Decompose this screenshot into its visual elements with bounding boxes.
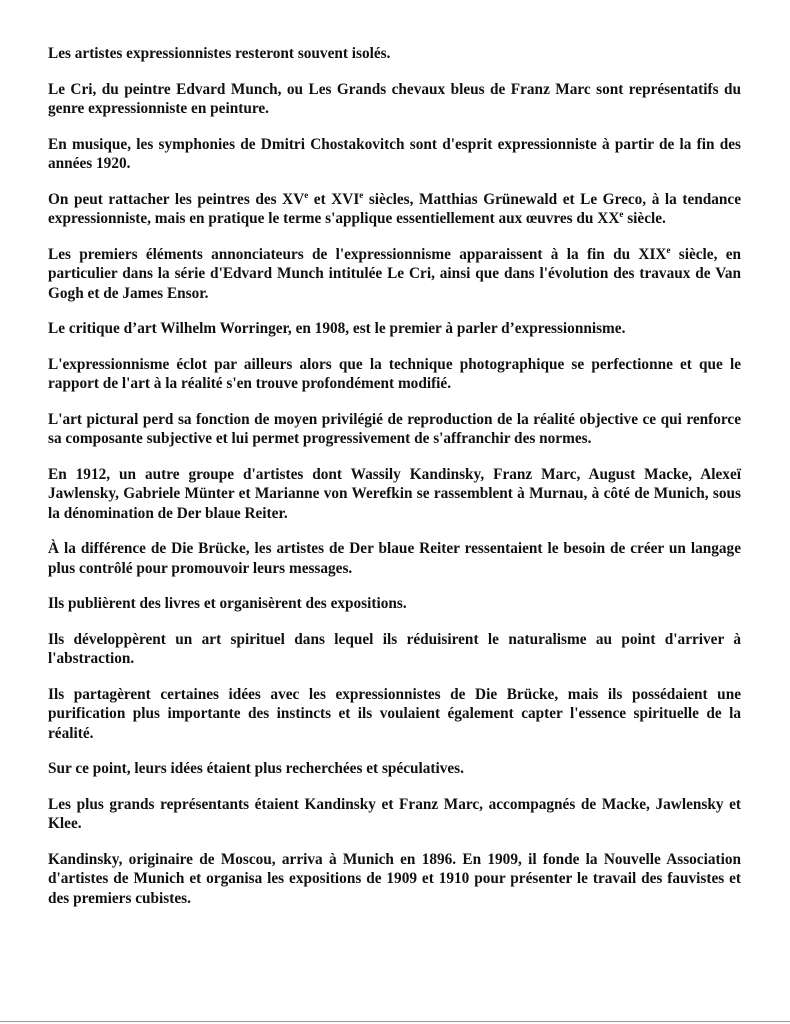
document-body [48, 44, 741, 924]
paragraph-text: siècle. [623, 210, 666, 227]
paragraph-speculative: Sur ce point, leurs idées étaient plus recherchées et spéculatives. [48, 760, 464, 777]
paragraph-music: En musique, les symphonies de Dmitri Chostakovitch sont d'esprit expressionniste à partir de la fin des années 1920. [48, 135, 741, 172]
paragraph-text: siècles, Matthias Grünewald et Le Greco, à la tendance expressionniste, mais en pratique le terme s'applique essentiellement aux œuvres du XX [48, 190, 741, 227]
paragraph-books-exhibitions: Ils publièrent des livres et organisèrent des expositions. [48, 595, 407, 612]
paragraph-isolated-artists: Les artistes expressionnistes resteront souvent isolés. [48, 45, 391, 62]
superscript: e [304, 189, 309, 200]
paragraph-worringer: Le critique d’art Wilhelm Worringer, en 1908, est le premier à parler d’expressionnisme. [48, 320, 626, 337]
paragraph-der-blaue-reiter-1912: En 1912, un autre groupe d'artistes dont Wassily Kandinsky, Franz Marc, August Macke, Alexeï Jawlensky, Gabriele Münter et Marianne von Werefkin se rassemblent à Murnau, à côté de Munich, sous la dénomination de Der blaue Reiter. [48, 465, 741, 522]
superscript: e [619, 208, 624, 219]
paragraph-text: Les premiers éléments annonciateurs de l'expressionnisme apparaissent à la fin du XIX [48, 245, 667, 263]
paragraph-photography: L'expressionnisme éclot par ailleurs alors que la technique photographique se perfectionne et que le rapport de l'art à la réalité s'en trouve profondément modifié. [48, 355, 741, 392]
paragraph-text: On peut rattacher les peintres des XV [48, 190, 305, 208]
paragraph-shared-ideas: Ils partagèrent certaines idées avec les expressionnistes de Die Brücke, mais ils possédaient une purification plus importante des instincts et ils voulaient également capter l'essence spirituelle de la réalité. [48, 685, 741, 742]
paragraph-die-brucke-difference: À la différence de Die Brücke, les artistes de Der blaue Reiter ressentaient le besoin de créer un langage plus contrôlé pour promouvoir leurs messages. [48, 540, 741, 577]
paragraph-pictorial-art: L'art pictural perd sa fonction de moyen privilégié de reproduction de la réalité objective ce qui renforce sa composante subjective et lui permet progressivement de s'affranchir des normes. [48, 410, 741, 447]
paragraph-le-cri: Le Cri, du peintre Edvard Munch, ou Les Grands chevaux bleus de Franz Marc sont représentatifs du genre expressionniste en peinture. [48, 80, 741, 117]
paragraph-painters-centuries [48, 190, 741, 229]
paragraph-representatives: Les plus grands représentants étaient Kandinsky et Franz Marc, accompagnés de Macke, Jawlensky et Klee. [48, 795, 741, 832]
paragraph-text: siècle, en particulier dans la série d'Edvard Munch intitulée Le Cri, ainsi que dans l'évolution des travaux de Van Gogh et de James Ensor. [48, 245, 741, 302]
paragraph-kandinsky-munich: Kandinsky, originaire de Moscou, arriva à Munich en 1896. En 1909, il fonde la Nouvelle Association d'artistes de Munich et organisa les expositions de 1909 et 1910 pour présenter le travail des fauvistes et des premiers cubistes. [48, 850, 741, 907]
paragraph-spiritual-art: Ils développèrent un art spirituel dans lequel ils réduisirent le naturalisme au point d'arriver à l'abstraction. [48, 630, 741, 667]
superscript: e [359, 189, 364, 200]
paragraph-first-elements [48, 245, 741, 304]
paragraph-text: et XVI [308, 190, 360, 208]
page-bottom-edge [0, 1021, 790, 1022]
superscript: e [666, 244, 671, 255]
